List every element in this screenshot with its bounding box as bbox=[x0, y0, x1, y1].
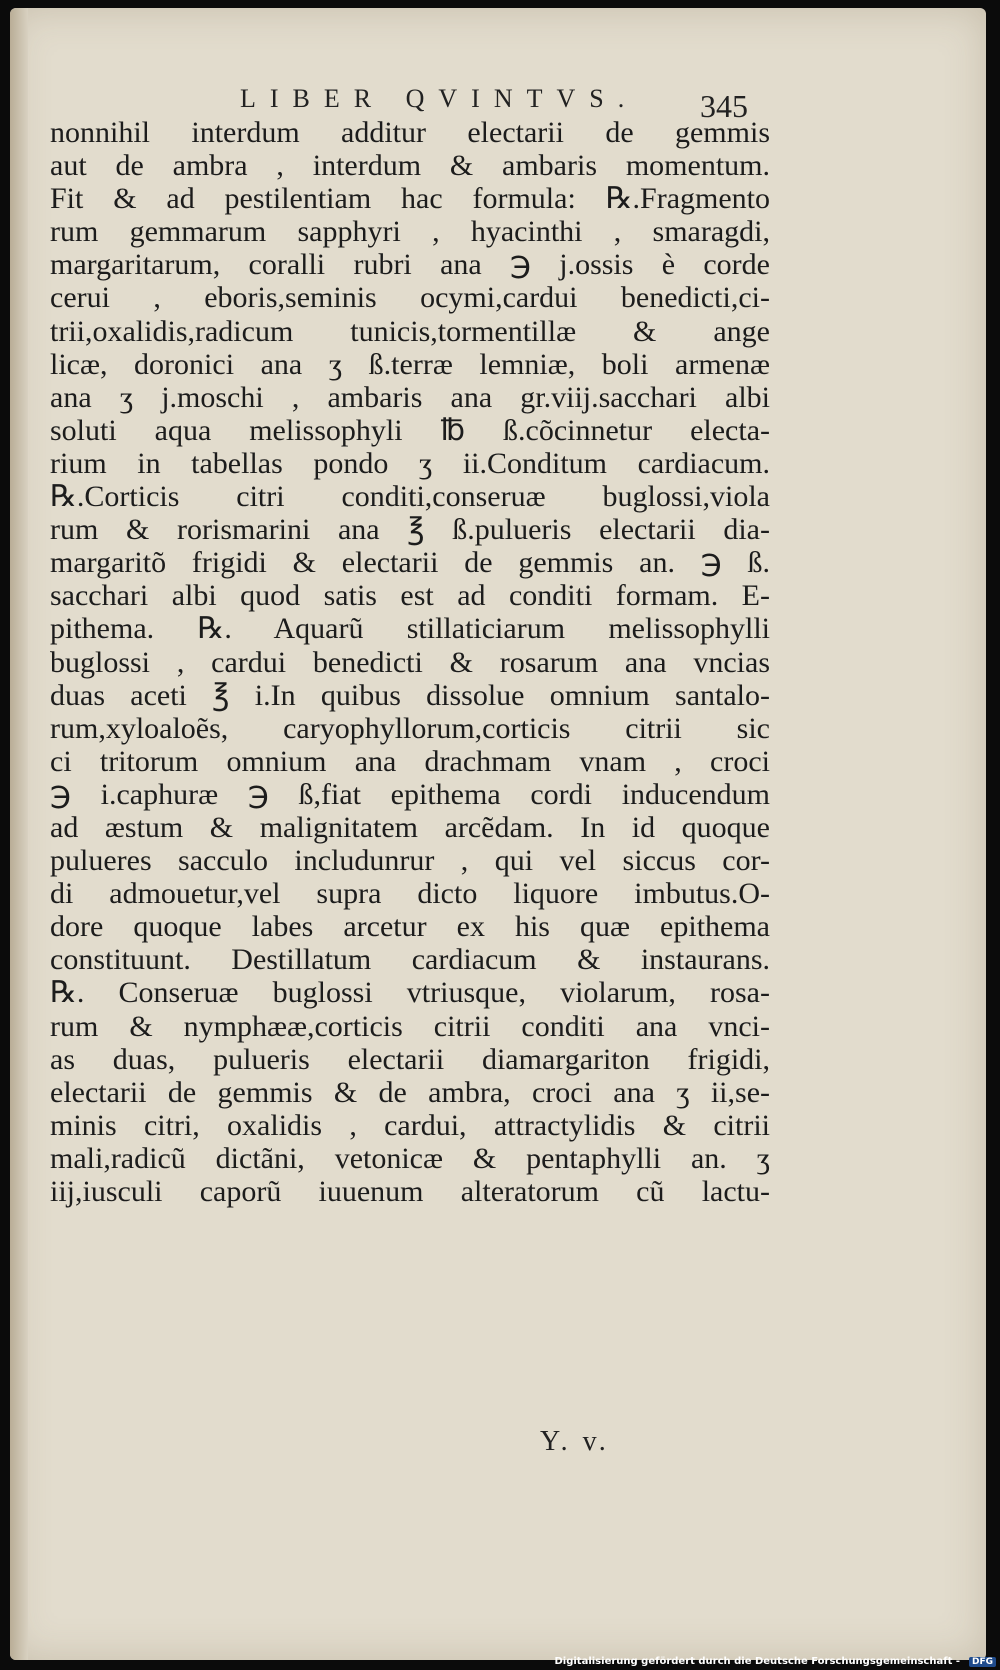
text-line: rum & rorismarini ana ℥ ß.pulueris electarii dia- bbox=[50, 513, 770, 547]
text-line: margaritarum, coralli rubri ana ℈ j.ossis è corde bbox=[50, 248, 770, 282]
text-line: ci tritorum omnium ana drachmam vnam , croci bbox=[50, 744, 770, 778]
text-line: rum & nymphææ,corticis citrii conditi ana vnci- bbox=[50, 1009, 770, 1043]
text-line: buglossi , cardui benedicti & rosarum ana vncias bbox=[50, 645, 770, 679]
text-line: ℞. Conseruæ buglossi vtriusque, violarum, rosa- bbox=[50, 976, 770, 1010]
signature-mark: Y. v. bbox=[540, 1426, 610, 1457]
text-line: margaritõ frigidi & electarii de gemmis an. ℈ ß. bbox=[50, 546, 770, 580]
text-line: ℈ i.caphuræ ℈ ß,fiat epithema cordi inducendum bbox=[50, 777, 770, 811]
running-head bbox=[10, 80, 986, 124]
text-line: dore quoque labes arcetur ex his quæ epithema bbox=[50, 910, 770, 944]
text-line: rium in tabellas pondo ʒ ii.Conditum cardiacum. bbox=[50, 446, 770, 480]
text-line: trii,oxalidis,radicum tunicis,tormentillæ & ange bbox=[50, 314, 770, 348]
text-line: as duas, pulueris electarii diamargariton frigidi, bbox=[50, 1042, 770, 1076]
footer-bar bbox=[0, 1658, 1000, 1670]
text-line: licæ, doronici ana ʒ ß.terræ lemniæ, boli armenæ bbox=[50, 347, 770, 381]
text-line: electarii de gemmis & de ambra, croci ana ʒ ii,se- bbox=[50, 1075, 770, 1109]
page-edge bbox=[10, 8, 28, 1660]
text-line: di admouetur,vel supra dicto liquore imbutus.O- bbox=[50, 877, 770, 911]
dfg-logo: DFG bbox=[969, 1657, 996, 1667]
text-line: soluti aqua melissophyli ℔ ß.cõcinnetur electa- bbox=[50, 413, 770, 447]
text-line: rum gemmarum sapphyri , hyacinthi , smaragdi, bbox=[50, 215, 770, 249]
text-line: cerui , eboris,seminis ocymi,cardui benedicti,ci- bbox=[50, 281, 770, 315]
text-line: duas aceti ℥ i.In quibus dissolue omnium santalo- bbox=[50, 678, 770, 712]
text-line: pulueres sacculo includunrur , qui vel siccus cor- bbox=[50, 844, 770, 878]
text-line: ℞.Corticis citri conditi,conseruæ buglossi,viola bbox=[50, 480, 770, 514]
text-line: minis citri, oxalidis , cardui, attractylidis & citrii bbox=[50, 1108, 770, 1142]
text-line: mali,radicũ dictãni, vetonicæ & pentaphylli an. ʒ bbox=[50, 1141, 770, 1175]
text-line: sacchari albi quod satis est ad conditi formam. E- bbox=[50, 579, 770, 613]
text-line: ana ʒ j.moschi , ambaris ana gr.viij.sacchari albi bbox=[50, 380, 770, 414]
page-number: 345 bbox=[700, 88, 748, 124]
text-line: nonnihil interdum additur electarii de gemmis bbox=[50, 116, 770, 149]
text-line: constituunt. Destillatum cardiacum & instaurans. bbox=[50, 943, 770, 977]
text-line: Fit & ad pestilentiam hac formula: ℞.Fragmento bbox=[50, 182, 770, 216]
text-line: iij,iusculi caporũ iuuenum alteratorum cũ lactu- bbox=[50, 1175, 770, 1208]
text-line: aut de ambra , interdum & ambaris momentum. bbox=[50, 149, 770, 183]
running-head-title: LIBER QVINTVS. bbox=[240, 84, 639, 113]
text-line: ad æstum & malignitatem arcẽdam. In id quoque bbox=[50, 810, 770, 844]
book-page bbox=[10, 8, 986, 1660]
body-text bbox=[50, 116, 770, 1208]
text-line: rum,xyloaloẽs, caryophyllorum,corticis citrii sic bbox=[50, 711, 770, 745]
footer-credit: Digitalisierung gefördert durch die Deutsche Forschungsgemeinschaft - bbox=[554, 1656, 960, 1667]
text-line: pithema. ℞. Aquarũ stillaticiarum melissophylli bbox=[50, 612, 770, 646]
